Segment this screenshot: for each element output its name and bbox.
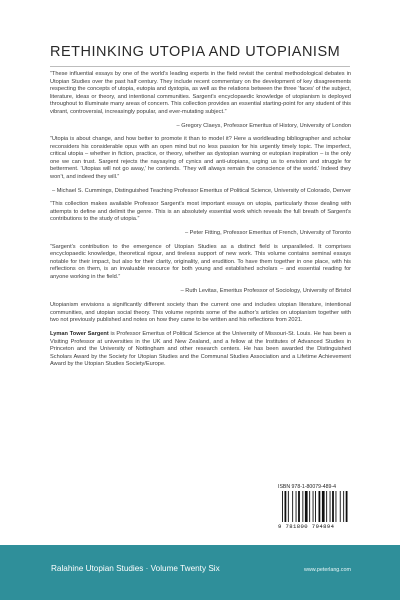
author-bio — [50, 331, 351, 369]
endorsement — [50, 244, 351, 296]
series-title: Ralahine Utopian Studies · Volume Twenty Six — [51, 564, 220, 573]
author-name: Lyman Tower Sargent — [50, 331, 109, 338]
series-footer-band — [0, 545, 400, 600]
endorsement-attribution: – Ruth Levitas, Emeritus Professor of Sociology, University of Bristol — [180, 287, 351, 294]
endorsement — [50, 71, 351, 130]
barcode-digits: 9 781800 794894 — [278, 523, 335, 530]
endorsement-attribution: – Gregory Claeys, Professor Emeritus of History, University of London — [176, 122, 351, 129]
endorsement-attribution: – Michael S. Cummings, Distinguished Teaching Professor Emeritus of Political Science, University of Colorado, Denver — [52, 187, 351, 194]
cover-text — [50, 71, 351, 369]
endorsement-attribution: – Peter Fitting, Professor Emeritus of French, University of Toronto — [184, 230, 351, 237]
endorsement — [50, 201, 351, 237]
endorsement-quote: “These influential essays by one of the world’s leading experts in the field revisit the central methodological debates in Utopian Studies over the past half century. They include recent commentary on the development of key disagreements respecting the concepts of utopia, eutopia and dystopia, as well as the relations between the three ‘faces’ of the subject, literature, ideas or theory, and intentional communities. Sargent’s encyclopaedic knowledge of utopianism is deployed throughout to illuminate many areas of concern. This collection provides an essential starting-point for any student of this vibrant, controversial, increasingly popular, and ever-mutating subject.” — [50, 71, 351, 115]
endorsement — [50, 136, 351, 195]
publisher-url: www.peterlang.com — [303, 567, 351, 573]
book-title: RETHINKING UTOPIA AND UTOPIANISM — [50, 44, 341, 60]
barcode-icon — [282, 491, 348, 522]
author-bio-text: is Professor Emeritus of Political Science at the University of Missouri-St. Louis. He has been a Visiting Professor at universities in the UK and New Zealand, and a fellow at the Institutes of Advanced Studies in Princeton and the University of Nottingham and other research centers. He has been awarded the Distinguished Scholars Award by the Society for Utopian Studies and the Communal Studies Association and a Lifetime Achievement Award by the Utopian Studies Society/Europe. — [50, 331, 351, 368]
endorsement-quote: “This collection makes available Professor Sargent’s most important essays on utopia, particularly those dealing with attempts to define and delimit the genre. This is an absolutely essential work which reveals the full breath of Sargent’s contributions to the study of utopia.” — [50, 201, 351, 223]
book-description: Utopianism envisions a significantly different society than the current one and includes utopian literature, intentional communities, and utopian social theory. This volume reprints some of the author’s articles on utopianism together with two not previously published and notes on how they came to be written and his reflections from 2021. — [50, 302, 351, 324]
endorsement-quote: “Utopia is about change, and how better to promote it than to model it? Here a worldleading bibliographer and scholar reconsiders his considerable opus with an open mind but no less passion for his urgently timely topic. The imperfect, critical utopia – whether in fiction, practice, or theory, whether as dystopian warning or eutopian inspiration – is the only one we can trust. Sargent rejects the naysaying of cynics and anti-utopians, urging us to envision and struggle for betterment. ‘Utopias will not go away,’ he contends. ‘They will always remain the conscience of the world.’ Indeed they won’t, and indeed they will.” — [50, 136, 351, 180]
endorsement-quote: “Sargent’s contribution to the emergence of Utopian Studies as a distinct field is unparalleled. It comprises encyclopaedic knowledge, theoretical rigour, and tireless support of new work. This volume contains seminal essays notable for their impact, but also for their clarity, originality, and erudition. To have them together in one place, with his reflections on them, is an invaluable resource for both young and established scholars – and essential reading for anyone working in the field.” — [50, 243, 351, 280]
title-divider — [50, 66, 350, 67]
isbn-label: ISBN 978-1-80079-489-4 — [278, 484, 336, 490]
